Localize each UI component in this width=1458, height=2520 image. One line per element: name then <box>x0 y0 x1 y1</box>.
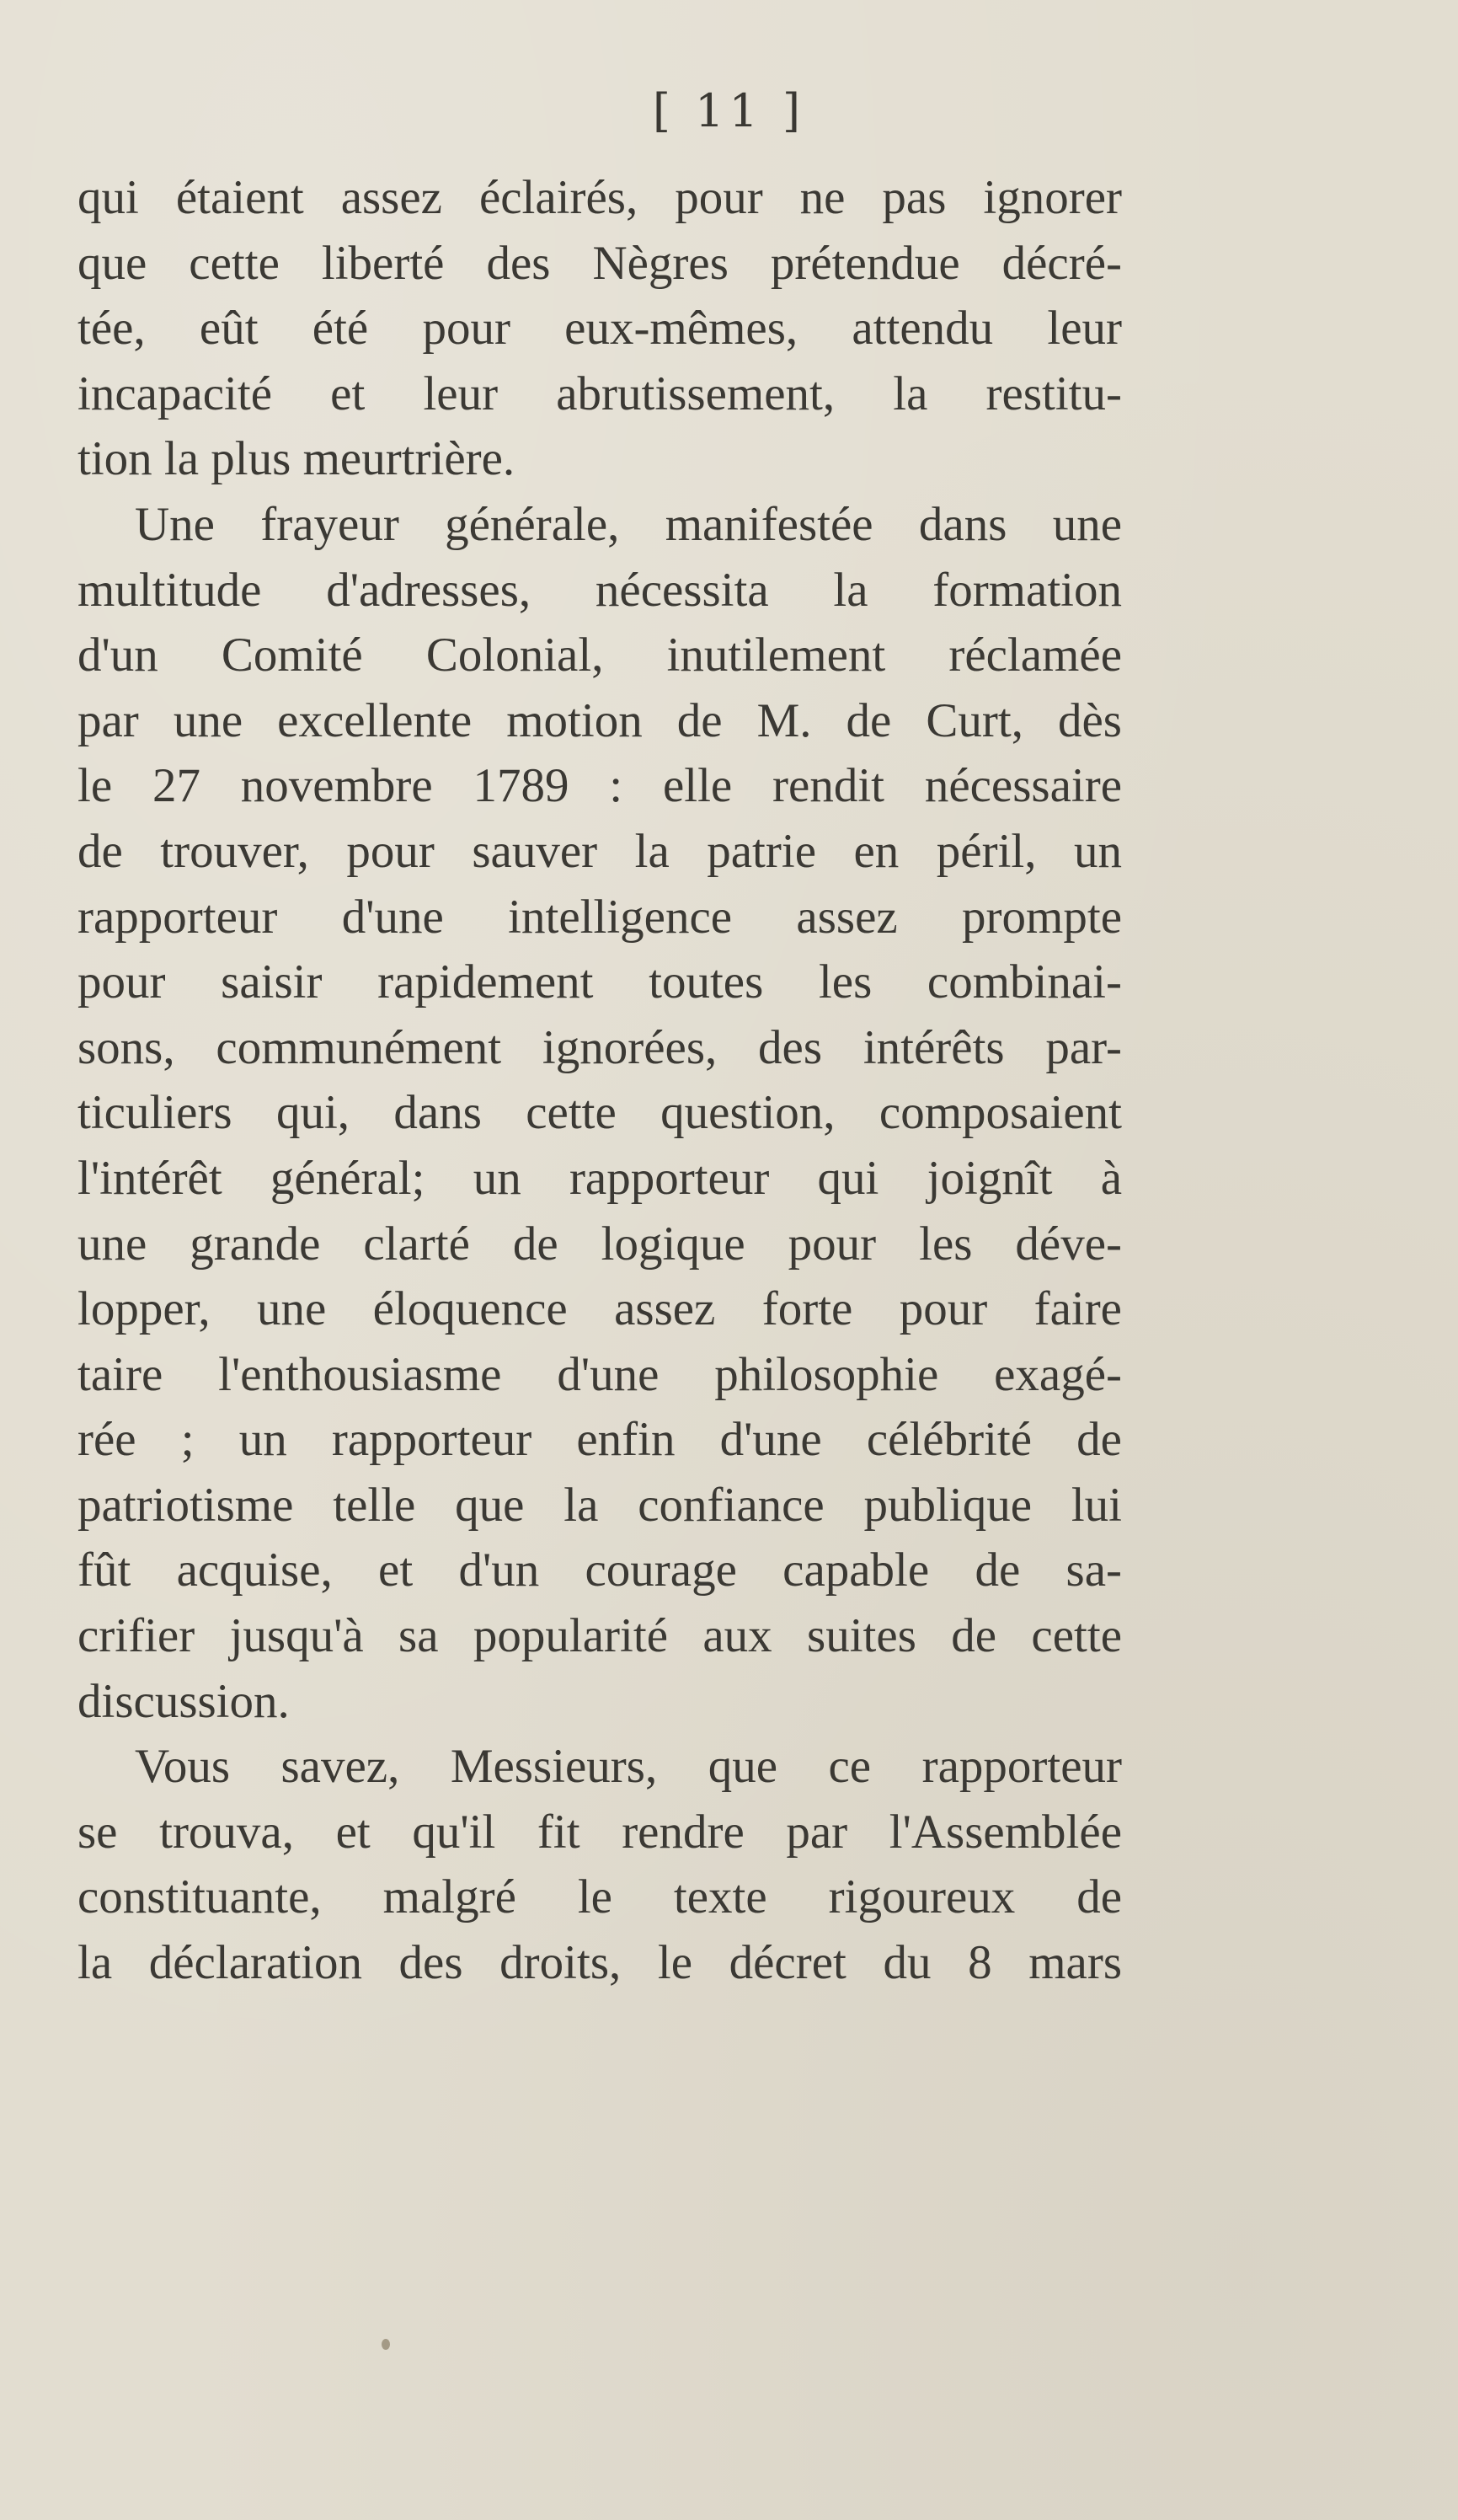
text-line: multitude d'adresses, nécessita la formation <box>77 563 1122 617</box>
text-line: constituante, malgré le texte rigoureux de <box>77 1870 1122 1924</box>
text-line: lopper, une éloquence assez forte pour faire <box>77 1282 1122 1336</box>
text-line: discussion. <box>77 1674 290 1728</box>
text-line: par une excellente motion de M. de Curt, dès <box>77 693 1122 747</box>
text-line: taire l'enthousiasme d'une philosophie exagé- <box>77 1347 1122 1401</box>
body-text <box>77 165 1122 1996</box>
text-line: que cette liberté des Nègres prétendue décré- <box>77 236 1122 290</box>
text-line: de trouver, pour sauver la patrie en péril, un <box>77 824 1122 878</box>
text-line: se trouva, et qu'il fit rendre par l'Assemblée <box>77 1805 1122 1859</box>
text-line: qui étaient assez éclairés, pour ne pas ignorer <box>77 171 1122 224</box>
text-line: rée ; un rapporteur enfin d'une célébrité de <box>77 1413 1122 1467</box>
text-line: patriotisme telle que la confiance publique lui <box>77 1478 1122 1532</box>
text-line: d'un Comité Colonial, inutilement réclamée <box>77 629 1122 682</box>
text-line: incapacité et leur abrutissement, la restitu- <box>77 366 1122 420</box>
ink-spot <box>382 2339 390 2350</box>
text-line: rapporteur d'une intelligence assez prompte <box>77 890 1122 944</box>
text-line: l'intérêt général; un rapporteur qui joignît à <box>77 1151 1122 1205</box>
text-line: la déclaration des droits, le décret du 8 mars <box>77 1936 1122 1990</box>
text-line: une grande clarté de logique pour les déve- <box>77 1217 1122 1271</box>
page-number: [ 11 ] <box>652 84 806 137</box>
text-line: Vous savez, Messieurs, que ce rapporteur <box>135 1740 1122 1794</box>
text-line: fût acquise, et d'un courage capable de sa- <box>77 1544 1122 1597</box>
text-line: crifier jusqu'à sa popularité aux suites de cette <box>77 1609 1122 1663</box>
text-line: tion la plus meurtrière. <box>77 432 515 486</box>
text-line: ticuliers qui, dans cette question, composaient <box>77 1086 1122 1140</box>
text-line: le 27 novembre 1789 : elle rendit nécessaire <box>77 759 1122 813</box>
text-line: Une frayeur générale, manifestée dans une <box>135 497 1122 551</box>
text-line: sons, communément ignorées, des intérêts par- <box>77 1020 1122 1074</box>
text-line: tée, eût été pour eux-mêmes, attendu leur <box>77 302 1122 356</box>
text-line: pour saisir rapidement toutes les combinai- <box>77 955 1122 1009</box>
